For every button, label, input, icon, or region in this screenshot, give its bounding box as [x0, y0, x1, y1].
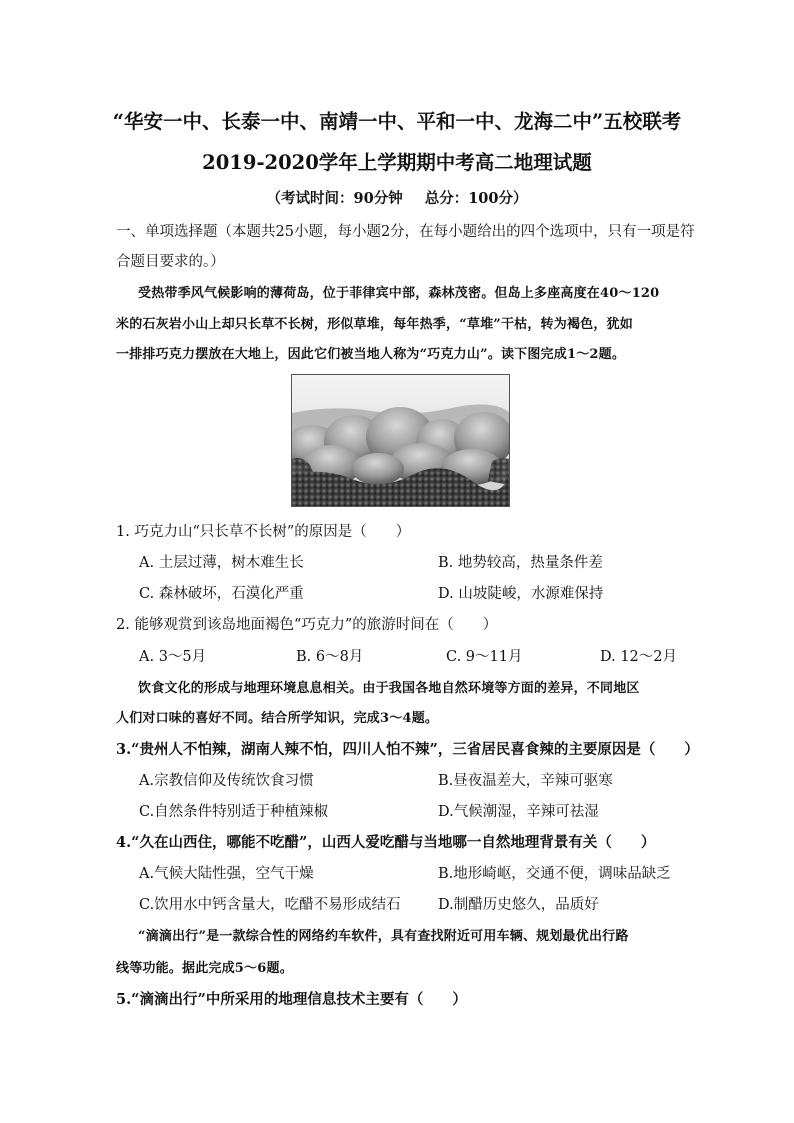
q1-stem: 1. 巧克力山“只长草不长树”的原因是（ ） [116, 524, 411, 540]
q2-option-a: A. 3～5月 [139, 649, 207, 665]
passage2-line2: 人们对口味的喜好不同。结合所学知识，完成3～4题。 [116, 711, 439, 726]
q3-option-b: B.昼夜温差大，辛辣可驱寒 [438, 773, 613, 789]
total-score: 总分：100分） [424, 190, 528, 207]
section-heading-line2: 合题目要求的。） [116, 254, 225, 270]
q2-option-d: D. 12～2月 [600, 649, 678, 665]
passage2-line1: 饮食文化的形成与地理环境息息相关。由于我国各地自然环境等方面的差异，不同地区 [138, 681, 640, 696]
q2-stem: 2. 能够观赏到该岛地面褐色“巧克力”的旅游时间在（ ） [116, 617, 498, 633]
q3-stem: 3.“贵州人不怕辣，湖南人辣不怕，四川人怕不辣”，三省居民喜食辣的主要原因是（ ） [116, 741, 699, 758]
passage3-line2: 线等功能。据此完成5～6题。 [116, 961, 293, 976]
q4-option-d: D.制醋历史悠久，品质好 [438, 897, 599, 913]
exam-info [0, 187, 794, 208]
q5-stem: 5.“滴滴出行”中所采用的地理信息技术主要有（ ） [116, 991, 467, 1008]
passage1-line2: 米的石灰岩小山上却只长草不长树，形似草堆，每年热季，“草堆”干枯，转为褐色，犹如 [116, 317, 633, 332]
q3-option-d: D.气候潮湿，辛辣可祛湿 [438, 804, 599, 820]
q4-option-a: A.气候大陆性强，空气干燥 [139, 866, 314, 882]
section-heading-line1: 一、单项选择题（本题共25小题，每小题2分，在每小题给出的四个选项中，只有一项是符 [116, 224, 695, 240]
exam-title-line1: “华安一中、长泰一中、南靖一中、平和一中、龙海二中”五校联考 [112, 110, 682, 133]
q4-option-c: C.饮用水中钙含量大，吃醋不易形成结石 [139, 897, 401, 913]
passage1-line3: 一排排巧克力摆放在大地上，因此它们被当地人称为“巧克力山”。读下图完成1～2题。 [116, 347, 626, 362]
q2-option-b: B. 6～8月 [296, 649, 364, 665]
q3-option-a: A.宗教信仰及传统饮食习惯 [139, 773, 314, 789]
exam-time: （考试时间：90分钟 [266, 190, 403, 207]
chocolate-hills-photo-icon [291, 374, 510, 507]
q4-option-b: B.地形崎岖，交通不便，调味品缺乏 [438, 866, 671, 882]
passage1-line1: 受热带季风气候影响的薄荷岛，位于菲律宾中部，森林茂密。但岛上多座高度在40～120 [138, 286, 660, 301]
q2-option-c: C. 9～11月 [446, 649, 523, 665]
q3-option-c: C.自然条件特别适于种植辣椒 [139, 804, 329, 820]
q4-stem: 4.“久在山西住，哪能不吃醋”，山西人爱吃醋与当地哪一自然地理背景有关（ ） [116, 834, 656, 851]
exam-title-line2: 2019-2020学年上学期期中考高二地理试题 [202, 151, 592, 174]
q1-option-c: C. 森林破坏，石漠化严重 [139, 586, 304, 602]
q1-option-d: D. 山坡陡峻，水源难保持 [438, 586, 604, 602]
q1-option-b: B. 地势较高，热量条件差 [438, 555, 603, 571]
q1-option-a: A. 土层过薄，树木难生长 [139, 555, 304, 571]
passage3-line1: “滴滴出行”是一款综合性的网络约车软件，具有查找附近可用车辆、规划最优出行路 [138, 929, 629, 944]
